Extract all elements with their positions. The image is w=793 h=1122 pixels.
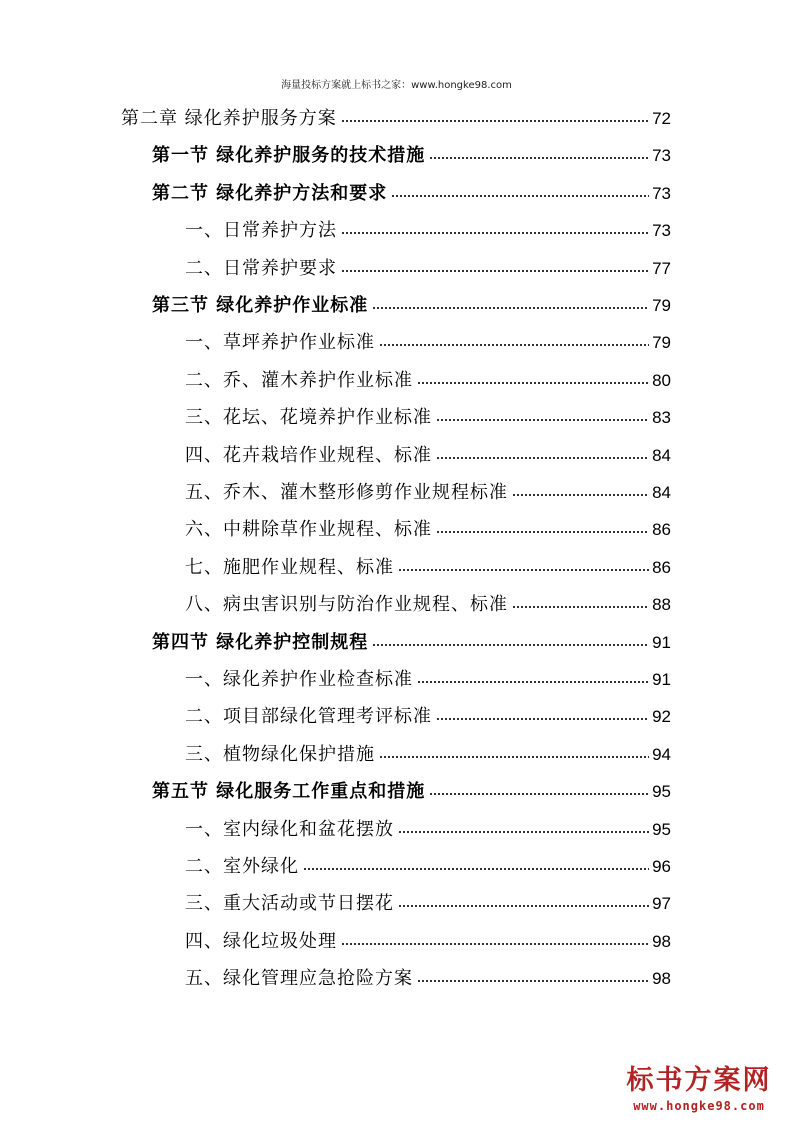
- toc-dot-leader: [372, 627, 649, 649]
- toc-entry-title: 八、病虫害识别与防治作业规程、标准: [185, 594, 508, 616]
- toc-entry-page-number: 86: [652, 520, 671, 540]
- toc-entry[interactable]: [121, 102, 671, 132]
- toc-entry[interactable]: [185, 364, 671, 394]
- toc-entry[interactable]: [185, 813, 671, 843]
- toc-entry-page-number: 79: [652, 296, 671, 315]
- toc-entry[interactable]: [185, 850, 671, 880]
- toc-entry[interactable]: [185, 925, 671, 955]
- toc-dot-leader: [341, 253, 649, 275]
- toc-entry-title: 七、施肥作业规程、标准: [185, 556, 394, 578]
- toc-entry-title: 二、室外绿化: [185, 856, 299, 877]
- toc-entry-title: 第三节 绿化养护作业标准: [152, 295, 369, 316]
- toc-entry[interactable]: [152, 289, 671, 319]
- toc-entry[interactable]: [185, 962, 671, 992]
- toc-dot-leader: [303, 851, 649, 873]
- toc-dot-leader: [341, 926, 649, 948]
- toc-entry-page-number: 72: [652, 109, 671, 128]
- toc-entry-title: 五、乔木、灌木整形修剪作业规程标准: [185, 482, 508, 503]
- toc-dot-leader: [398, 552, 649, 574]
- toc-entry-page-number: 98: [652, 969, 671, 989]
- toc-entry[interactable]: [185, 326, 671, 356]
- watermark-url: www.hongke98.com: [633, 1099, 765, 1113]
- toc-entry-page-number: 83: [652, 408, 671, 428]
- toc-dot-leader: [429, 776, 649, 798]
- toc-entry-page-number: 73: [652, 183, 671, 203]
- toc-entry-title: 一、绿化养护作业检查标准: [185, 669, 413, 690]
- toc-dot-leader: [379, 739, 649, 761]
- toc-dot-leader: [436, 514, 649, 536]
- toc-entry-page-number: 95: [652, 782, 671, 802]
- toc-entry[interactable]: [152, 626, 671, 656]
- toc-entry-title: 三、重大活动或节日摆花: [185, 893, 394, 915]
- toc-entry[interactable]: [152, 775, 671, 805]
- toc-entry-title: 六、中耕除草作业规程、标准: [185, 519, 432, 541]
- toc-entry-page-number: 84: [652, 445, 671, 465]
- toc-dot-leader: [436, 701, 649, 723]
- toc-entry-title: 二、乔、灌木养护作业标准: [185, 369, 413, 391]
- toc-entry-page-number: 94: [652, 744, 671, 764]
- toc-dot-leader: [372, 290, 649, 312]
- toc-entry[interactable]: [185, 439, 671, 469]
- toc-entry-page-number: 73: [652, 221, 671, 241]
- toc-dot-leader: [429, 140, 649, 162]
- toc-entry-title: 三、花坛、花境养护作业标准: [185, 407, 432, 429]
- toc-entry-title: 二、日常养护要求: [185, 257, 337, 279]
- toc-dot-leader: [379, 327, 649, 349]
- toc-entry[interactable]: [152, 177, 671, 207]
- toc-entry-page-number: 92: [652, 707, 671, 727]
- watermark-title: 标书方案网: [626, 1065, 772, 1096]
- toc-entry-title: 第二节 绿化养护方法和要求: [152, 182, 388, 204]
- toc-entry-page-number: 77: [652, 258, 671, 278]
- toc-entry-title: 第四节 绿化养护控制规程: [152, 631, 369, 653]
- toc-entry-title: 一、室内绿化和盆花摆放: [185, 818, 394, 840]
- toc-dot-leader: [512, 589, 649, 611]
- toc-entry-page-number: 96: [652, 857, 671, 876]
- toc-dot-leader: [398, 814, 649, 836]
- toc-entry-title: 二、项目部绿化管理考评标准: [185, 706, 432, 728]
- toc-dot-leader: [417, 365, 649, 387]
- toc-entry[interactable]: [185, 214, 671, 244]
- toc-entry[interactable]: [185, 738, 671, 768]
- toc-entry-page-number: 95: [652, 819, 671, 839]
- toc-dot-leader: [417, 963, 649, 985]
- toc-entry-title: 五、绿化管理应急抢险方案: [185, 968, 413, 990]
- toc-entry[interactable]: [185, 252, 671, 282]
- watermark-logo: [619, 1064, 779, 1114]
- toc-entry-title: 四、绿化垃圾处理: [185, 930, 337, 952]
- toc-entry-page-number: 80: [652, 370, 671, 390]
- toc-entry-page-number: 79: [652, 333, 671, 353]
- toc-entry-page-number: 91: [652, 632, 671, 652]
- toc-dot-leader: [417, 664, 649, 686]
- toc-dot-leader: [398, 888, 649, 910]
- toc-dot-leader: [512, 477, 649, 499]
- toc-entry-title: 第二章 绿化养护服务方案: [121, 108, 337, 129]
- toc-dot-leader: [436, 440, 649, 462]
- toc-entry-page-number: 98: [652, 931, 671, 951]
- toc-entry[interactable]: [185, 887, 671, 917]
- toc-entry[interactable]: [185, 663, 671, 693]
- toc-entry-title: 一、草坪养护作业标准: [185, 332, 375, 354]
- toc-entry-title: 三、植物绿化保护措施: [185, 743, 375, 765]
- page-header: 海量投标方案就上标书之家：www.hongke98.com: [281, 80, 512, 91]
- toc-entry-page-number: 84: [652, 483, 671, 502]
- toc-dot-leader: [341, 215, 649, 237]
- toc-entry[interactable]: [152, 139, 671, 169]
- toc-entry-title: 四、花卉栽培作业规程、标准: [185, 444, 432, 466]
- toc-entry[interactable]: [185, 401, 671, 431]
- toc-entry-page-number: 97: [652, 894, 671, 914]
- toc-dot-leader: [436, 402, 649, 424]
- toc-dot-leader: [391, 178, 649, 200]
- toc-entry[interactable]: [185, 551, 671, 581]
- toc-entry-page-number: 88: [652, 595, 671, 615]
- toc-entry-page-number: 91: [652, 670, 671, 689]
- toc-entry[interactable]: [185, 700, 671, 730]
- toc-entry-title: 第五节 绿化服务工作重点和措施: [152, 781, 426, 803]
- toc-entry-title: 一、日常养护方法: [185, 220, 337, 242]
- toc-entry-title: 第一节 绿化养护服务的技术措施: [152, 145, 426, 167]
- toc-entry-page-number: 86: [652, 557, 671, 577]
- toc-entry[interactable]: [185, 588, 671, 618]
- toc-entry-page-number: 73: [652, 146, 671, 166]
- toc-dot-leader: [341, 103, 649, 125]
- toc-entry[interactable]: [185, 476, 671, 506]
- toc-entry[interactable]: [185, 513, 671, 543]
